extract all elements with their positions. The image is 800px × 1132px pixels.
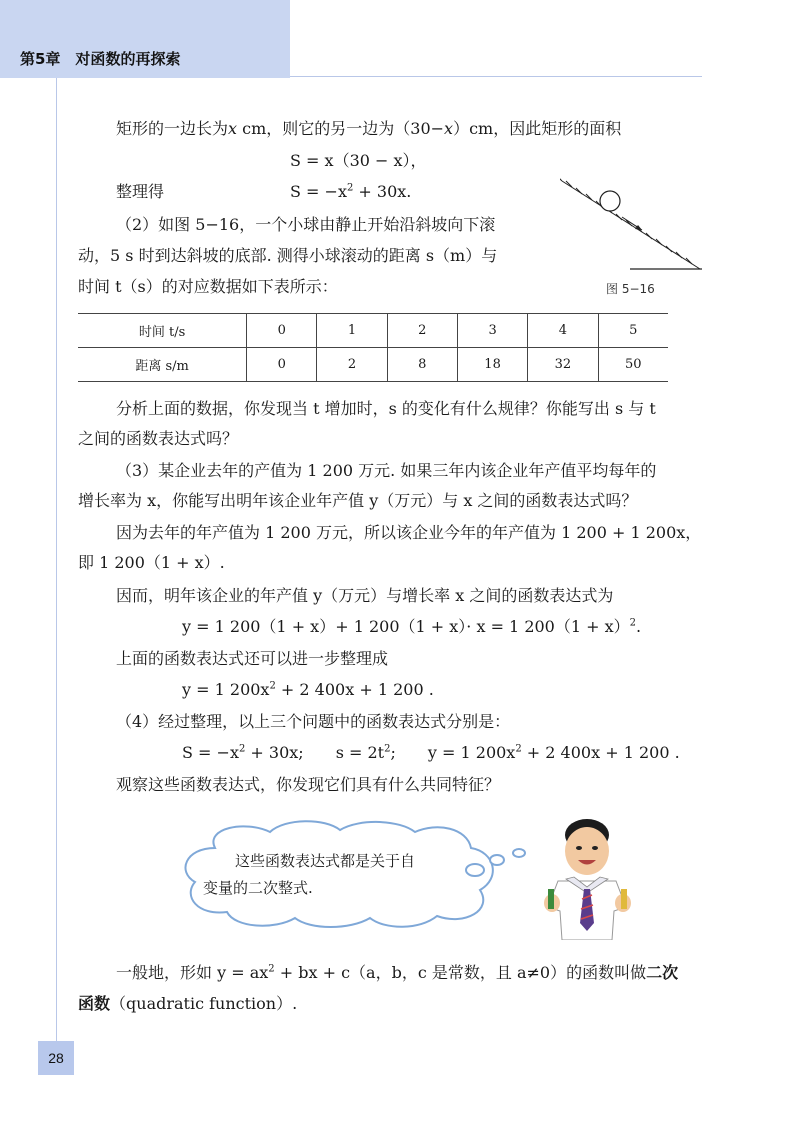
bubble-line-1: 这些函数表达式都是关于自 — [235, 852, 416, 870]
equation-annual-output-expanded — [182, 679, 434, 701]
table-row-label: 时间 t/s — [78, 314, 247, 348]
table-row — [78, 314, 668, 348]
equation-annual-output — [182, 616, 641, 638]
paragraph-2-line-2: 动，5 s 时到达斜坡的底部. 测得小球滚动的距离 s（m）与 — [78, 246, 498, 265]
kid-face — [565, 827, 609, 875]
paragraph-4-line-2: 增长率为 x，你能写出明年该企业年产值 y（万元）与 x 之间的函数表达式吗？ — [78, 491, 638, 510]
paragraph-3-line-2: 之间的函数表达式吗？ — [78, 429, 239, 448]
bubble-dot-large — [466, 864, 484, 876]
text-span: y = 1 200x — [182, 680, 270, 699]
bubble-dot-medium — [490, 855, 504, 865]
equation-area-expanded — [290, 181, 411, 203]
superscript: 2 — [515, 743, 522, 755]
kid-eye-right — [592, 846, 598, 850]
text-span: . — [636, 617, 642, 636]
superscript: 2 — [268, 963, 275, 975]
table-cell: 32 — [528, 348, 598, 382]
table-cell: 0 — [247, 314, 317, 348]
table-cell: 18 — [457, 348, 527, 382]
equation-area: S = x（30 − x）， — [290, 151, 427, 170]
paragraph-2-line-3: 时间 t（s）的对应数据如下表所示： — [78, 277, 338, 296]
text-span: S = −x — [182, 743, 239, 762]
superscript: 2 — [269, 680, 276, 692]
definition-line-1 — [116, 962, 678, 984]
text-span: + 30x. — [353, 182, 412, 201]
table-row — [78, 348, 668, 382]
superscript: 2 — [346, 182, 354, 194]
kid-eye-left — [576, 846, 582, 850]
bubble-line-2: 变量的二次整式. — [203, 879, 313, 897]
paragraph-5-line-1: 因为去年的年产值为 1 200 万元，所以该企业今年的年产值为 1 200 + 1 200x， — [116, 523, 702, 542]
paragraph-3-line-1: 分析上面的数据，你发现当 t 增加时，s 的变化有什么规律？你能写出 s 与 t — [116, 399, 656, 418]
paragraph-1 — [116, 118, 621, 140]
kid-strap-left — [548, 889, 554, 909]
table-cell: 50 — [598, 348, 668, 382]
paragraph-2-line-1: （2）如图 5−16，一个小球由静止开始沿斜坡向下滚 — [116, 215, 496, 234]
chapter-title: 第5章 对函数的再探索 — [20, 50, 181, 68]
equation-summary — [182, 742, 680, 764]
superscript: 2 — [629, 617, 637, 629]
term-function: 函数 — [78, 994, 111, 1013]
ball — [600, 191, 620, 211]
margin-line — [56, 78, 57, 1056]
table-cell: 0 — [247, 348, 317, 382]
paragraph-7: 上面的函数表达式还可以进一步整理成 — [116, 649, 389, 668]
student-illustration — [540, 815, 635, 940]
text-span: + 30x; s = 2t — [245, 743, 385, 762]
text-span: ）cm，因此矩形的面积 — [453, 119, 622, 138]
bubble-dot-small — [513, 849, 525, 857]
text-span: + 2 400x + 1 200 . — [521, 743, 680, 762]
table-cell: 1 — [317, 314, 387, 348]
superscript: 2 — [384, 743, 391, 755]
label-rearranged: 整理得 — [116, 182, 165, 201]
text-span: + 2 400x + 1 200 . — [275, 680, 434, 699]
header-rule — [290, 76, 702, 77]
text-span: + bx + c（a，b，c 是常数，且 a≠0）的函数叫做 — [274, 963, 647, 982]
definition-line-2 — [78, 993, 297, 1015]
figure-caption: 图 5−16 — [606, 282, 655, 296]
paragraph-4-line-1: （3）某企业去年的产值为 1 200 万元. 如果三年内该企业年产值平均每年的 — [116, 461, 657, 480]
paragraph-5-line-2: 即 1 200（1 + x）. — [78, 553, 225, 572]
table-cell: 2 — [317, 348, 387, 382]
table-cell: 5 — [598, 314, 668, 348]
text-span: 矩形的一边长为 — [116, 119, 229, 138]
text-span: x — [444, 119, 454, 138]
table-row-label: 距离 s/m — [78, 348, 247, 382]
text-span: （quadratic function）. — [110, 994, 298, 1013]
superscript: 2 — [238, 743, 246, 755]
text-span: x — [228, 119, 238, 138]
thought-bubble — [175, 818, 540, 930]
text-span: y = 1 200（1 + x）+ 1 200（1 + x）· x = 1 200（1 + x） — [182, 617, 630, 636]
paragraph-8: （4）经过整理，以上三个问题中的函数表达式分别是： — [116, 712, 511, 731]
table-cell: 8 — [387, 348, 457, 382]
term-quadratic: 二次 — [646, 963, 679, 982]
incline-figure — [560, 175, 710, 275]
table-cell: 4 — [528, 314, 598, 348]
page-number: 28 — [38, 1041, 74, 1075]
text-span: cm，则它的另一边为（30− — [237, 119, 445, 138]
text-span: S = −x — [290, 182, 347, 201]
paragraph-9: 观察这些函数表达式，你发现它们具有什么共同特征？ — [116, 775, 501, 794]
kid-strap-right — [621, 889, 627, 909]
text-span: 一般地，形如 y = ax — [116, 963, 269, 982]
time-distance-table — [78, 313, 668, 382]
table-cell: 3 — [457, 314, 527, 348]
table-cell: 2 — [387, 314, 457, 348]
text-span: ; y = 1 200x — [390, 743, 516, 762]
paragraph-6: 因而，明年该企业的年产值 y（万元）与增长率 x 之间的函数表达式为 — [116, 586, 614, 605]
